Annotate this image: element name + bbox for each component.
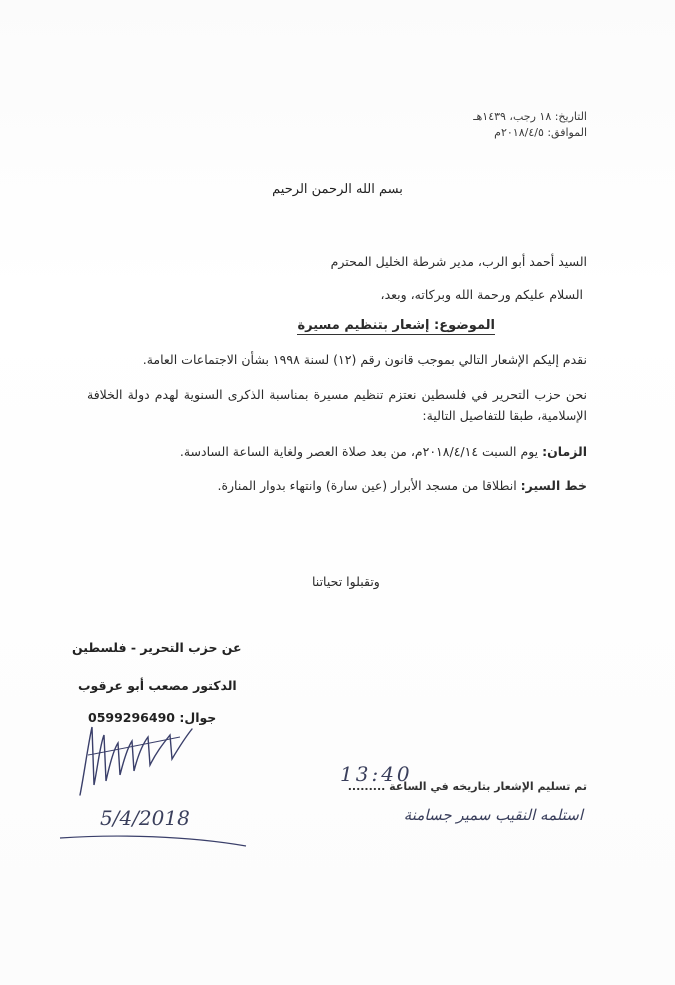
time-detail (180, 442, 587, 462)
phone-number: 0599296490 (88, 710, 175, 725)
intro-paragraph: نقدم إليكم الإشعار التالي بموجب قانون رقم (١٢) لسنة ١٩٩٨ بشأن الاجتماعات العامة. (142, 352, 587, 367)
greeting: السلام عليكم ورحمة الله وبركاته، وبعد، (380, 287, 583, 302)
route-label: خط السير: (520, 478, 587, 493)
route-value: انطلاقا من مسجد الأبرار (عين سارة) وانتهاء بدوار المنارة. (217, 478, 517, 493)
body-paragraph: نحن حزب التحرير في فلسطين نعتزم تنظيم مسيرة بمناسبة الذكرى السنوية لهدم دولة الخلافة الإسلامية، طبقا للتفاصيل التالية: (87, 387, 587, 423)
subject-text: إشعار بتنظيم مسيرة (297, 318, 430, 333)
basmala: بسم الله الرحمن الرحيم (272, 182, 403, 197)
signature-org: عن حزب التحرير - فلسطين (72, 640, 242, 655)
subject-label: الموضوع: (434, 318, 495, 333)
time-label: الزمان: (542, 444, 587, 459)
subject-line (297, 318, 495, 335)
handwritten-receiver: استلمه النقيب سمير جسامنة (403, 806, 583, 824)
closing-line: وتقبلوا تحياتنا (312, 574, 380, 589)
date-underline (58, 832, 248, 852)
phone-label: جوال: (179, 710, 217, 725)
handwritten-date: 5/4/2018 (100, 806, 190, 830)
time-value: يوم السبت ٢٠١٨/٤/١٤م، من بعد صلاة العصر ولغاية الساعة السادسة. (179, 444, 539, 459)
signature-name: الدكتور مصعب أبو عرقوب (78, 678, 237, 693)
addressee: السيد أحمد أبو الرب، مدير شرطة الخليل المحترم (330, 254, 587, 269)
handwritten-time: 13:40 (340, 762, 413, 786)
route-detail (217, 476, 587, 496)
handwritten-signature (70, 715, 200, 805)
date-hijri: التاريخ: ١٨ رجب، ١٤٣٩هـ (473, 110, 587, 123)
date-gregorian: الموافق: ٢٠١٨/٤/٥م (494, 126, 587, 139)
receipt-text: تم تسليم الإشعار بتاريخه في الساعة ......... (347, 780, 587, 793)
